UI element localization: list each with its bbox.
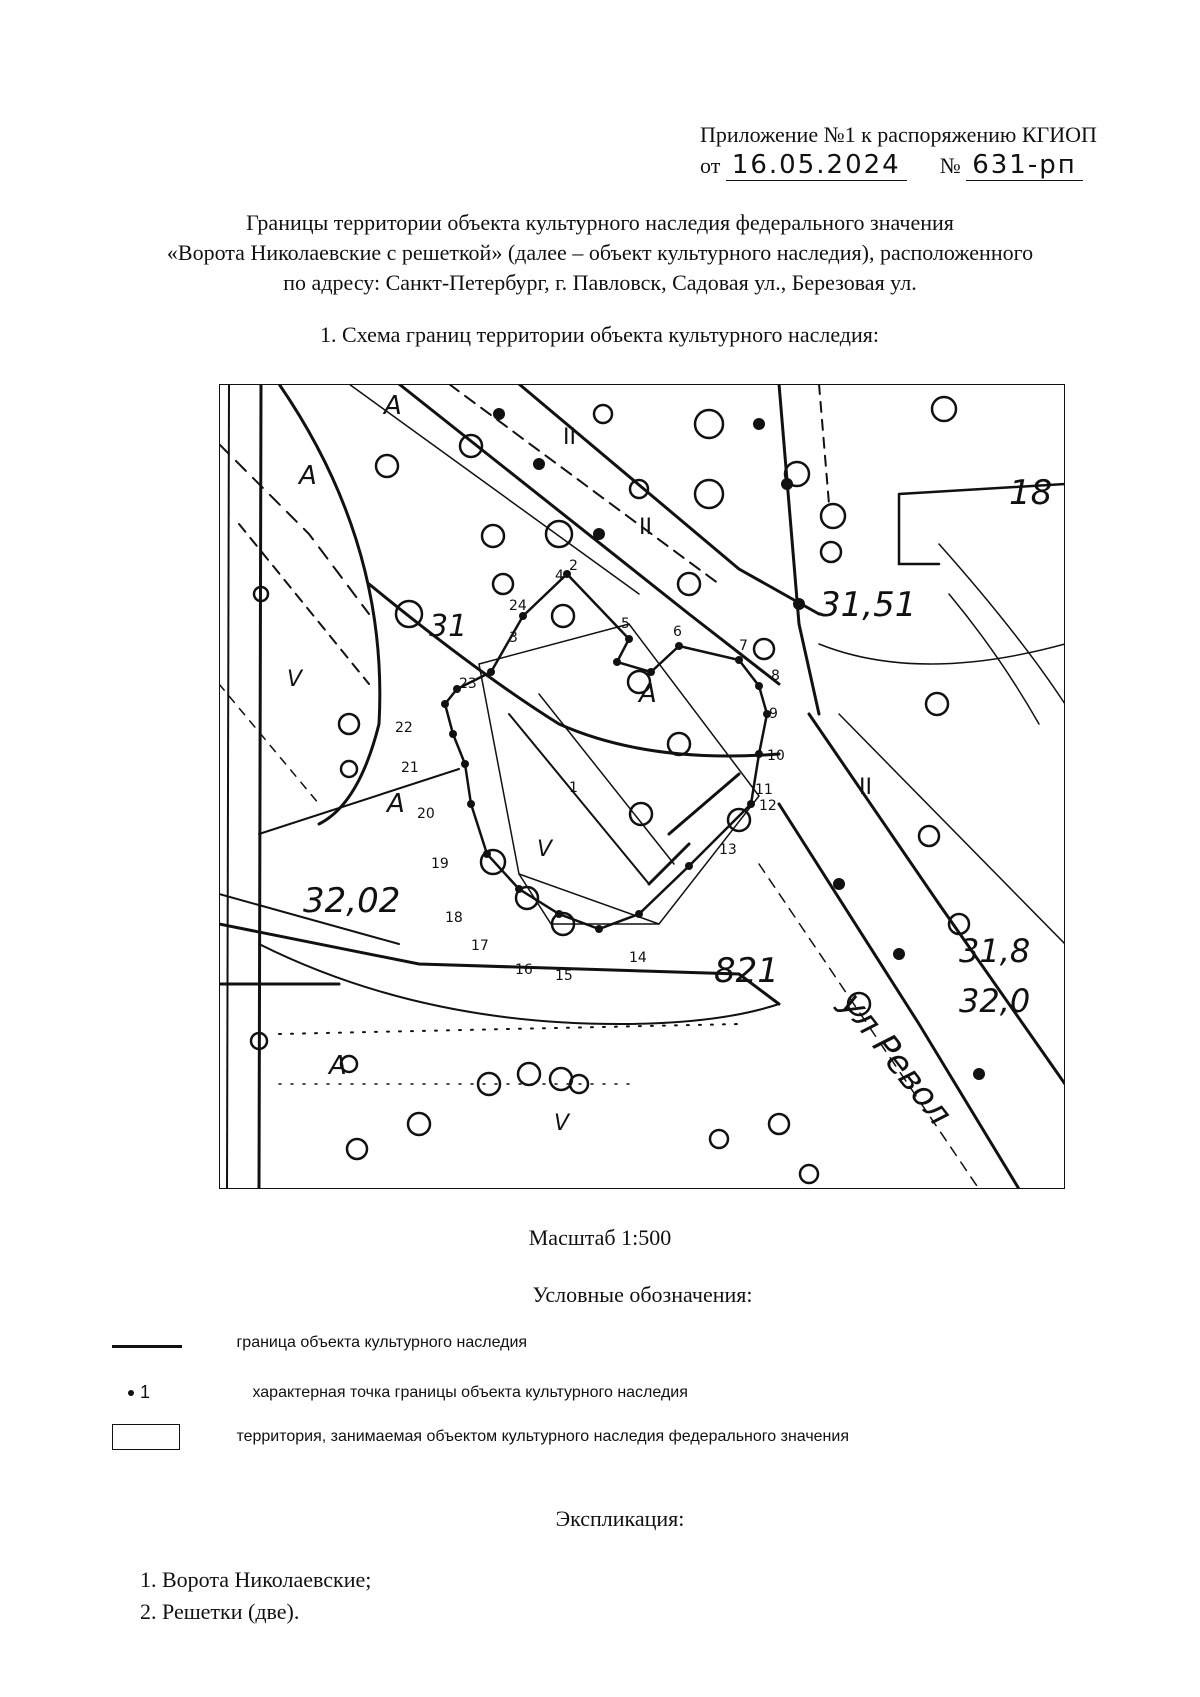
elevation-label: 32,0: [959, 982, 1031, 1020]
legend-item: [112, 1334, 527, 1352]
legend-text: граница объекта культурного наследия: [236, 1334, 528, 1351]
point-label: 15: [555, 968, 573, 984]
point-label: 9: [769, 706, 778, 722]
title-line-3: по адресу: Санкт-Петербург, г. Павловск, Садовая ул., Березовая ул.: [283, 270, 917, 295]
land-label: А: [299, 461, 317, 491]
legend-title: Условные обозначения:: [532, 1282, 753, 1307]
point-label: 4: [555, 568, 564, 584]
number-prefix: №: [939, 153, 961, 178]
date-prefix: от: [700, 153, 721, 178]
land-label: V: [554, 1111, 570, 1136]
order-date: 16.05.2024: [726, 150, 907, 181]
legend-text: характерная точка границы объекта культурного наследия: [252, 1383, 688, 1401]
legend-point-label: 1: [140, 1382, 151, 1402]
explication-title: Экспликация:: [555, 1506, 685, 1531]
point-label: 19: [431, 856, 449, 872]
point-label: 16: [515, 962, 533, 978]
point-label: 20: [417, 806, 435, 822]
land-label: А: [639, 679, 657, 709]
point-label: 1: [569, 780, 578, 796]
point-label: 21: [401, 760, 419, 776]
boundary-line-symbol: [112, 1339, 192, 1348]
order-number: 631-рп: [966, 150, 1083, 181]
territory-box-symbol: [112, 1424, 192, 1450]
point-label: 10: [767, 748, 785, 764]
street-label: ул Револ: [831, 984, 960, 1133]
elevation-label: 31: [429, 609, 468, 644]
point-label: 24: [509, 598, 527, 614]
point-label: 3: [509, 630, 518, 646]
point-label: 14: [629, 950, 647, 966]
land-label: V: [287, 667, 303, 692]
land-label: II: [859, 775, 872, 800]
legend-item: [112, 1382, 688, 1403]
list-item: 1. Ворота Николаевские;: [140, 1567, 372, 1592]
point-label: 6: [673, 624, 682, 640]
land-label: А: [387, 789, 405, 819]
point-label: 22: [395, 720, 413, 736]
point-label: 8: [771, 668, 780, 684]
elevation-label: 32,02: [303, 881, 401, 921]
boundary-map: [219, 384, 1065, 1189]
elevation-label: 31,51: [819, 585, 917, 625]
point-label: 23: [459, 676, 477, 692]
title-line-1: Границы территории объекта культурного наследия федерального значения: [246, 210, 954, 235]
land-label: II: [563, 425, 576, 450]
land-label: А: [384, 391, 402, 421]
land-label: V: [537, 837, 553, 862]
point-label: 17: [471, 938, 489, 954]
building-number: 18: [1009, 473, 1053, 513]
order-reference: [700, 150, 1097, 181]
point-label: 2: [569, 558, 578, 574]
point-label: 5: [621, 616, 630, 632]
legend-item: [112, 1424, 849, 1450]
list-item: 2. Решетки (две).: [140, 1599, 300, 1624]
elevation-label: 31,8: [959, 932, 1031, 970]
appendix-title: Приложение №1 к распоряжению КГИОП: [700, 122, 1097, 147]
point-label: 11: [755, 782, 773, 798]
map-scale: Масштаб 1:500: [528, 1225, 672, 1250]
section-heading: 1. Схема границ территории объекта культурного наследия:: [320, 322, 880, 347]
document-title: [100, 208, 1100, 298]
legend-text: территория, занимаемая объектом культурного наследия федерального значения: [236, 1428, 849, 1445]
appendix-header: [700, 120, 1097, 181]
title-line-2: «Ворота Николаевские с решеткой» (далее – объект культурного наследия), расположенного: [166, 240, 1034, 265]
boundary-point-symbol: [112, 1382, 208, 1403]
land-label: А: [329, 1051, 347, 1081]
point-label: 7: [739, 638, 748, 654]
explication-list: [140, 1564, 371, 1628]
point-label: 18: [445, 910, 463, 926]
point-label: 12: [759, 798, 777, 814]
building-number: 821: [714, 951, 779, 991]
point-label: 13: [719, 842, 737, 858]
land-label: II: [639, 515, 652, 540]
